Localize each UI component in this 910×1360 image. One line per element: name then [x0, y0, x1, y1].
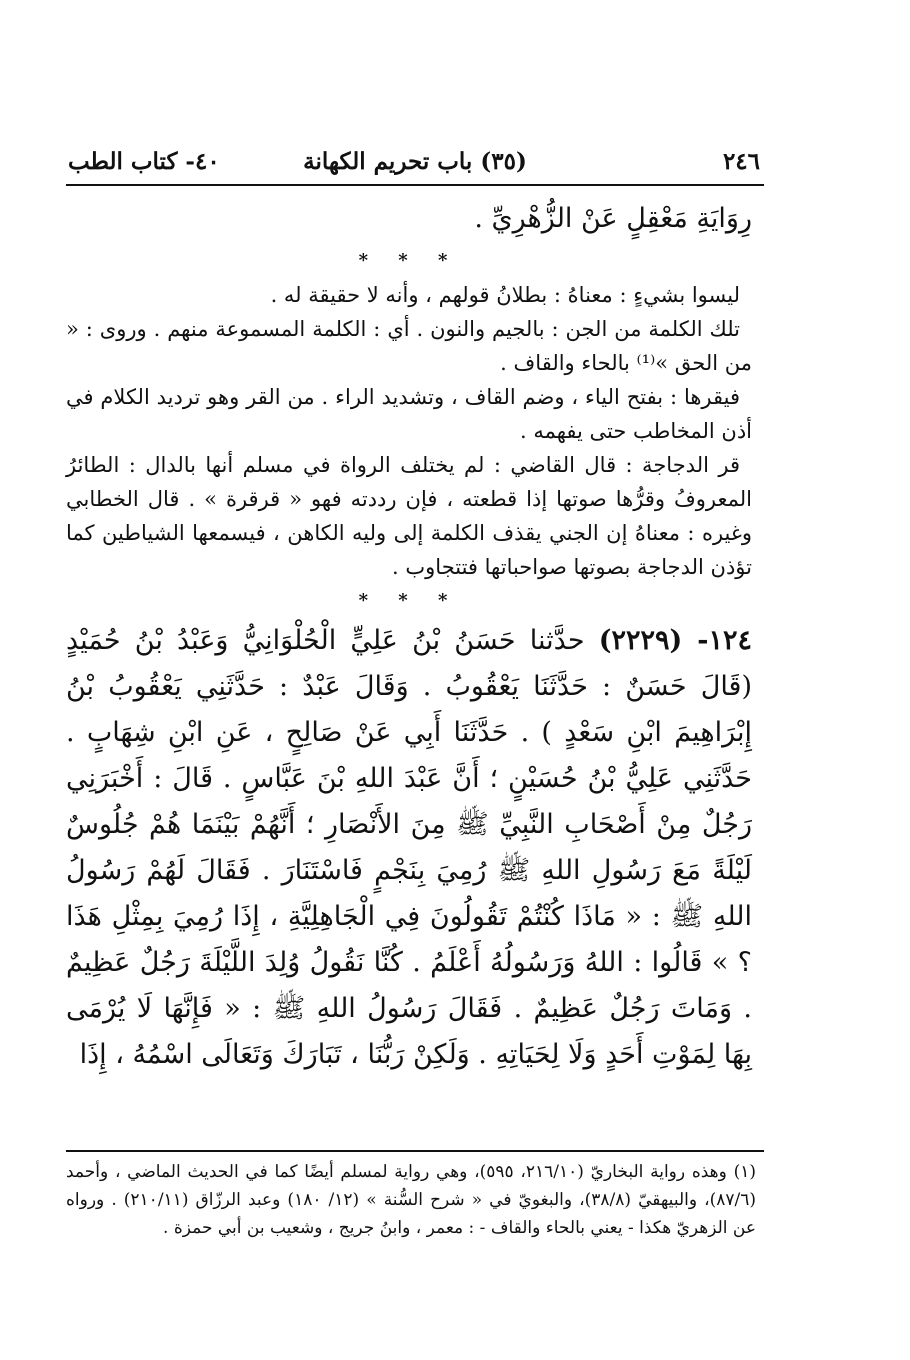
page-body	[66, 196, 752, 1078]
section-separator: * * *	[358, 590, 460, 611]
header-divider	[66, 184, 764, 186]
commentary-paragraph: فيقرها : بفتح الياء ، وضم القاف ، وتشديد الراء . من القر وهو ترديد الكلام في أذن المخاطب حتى يفهمه .	[66, 385, 752, 443]
chapter-title: (٣٥) باب تحريم الكهانة	[303, 148, 527, 175]
hadith-paragraph	[66, 618, 752, 1078]
commentary-paragraph: ليسوا بشيءٍ : معناهُ : بطلانُ قولهم ، وأنه لا حقيقة له .	[270, 283, 740, 307]
book-title: ٤٠- كتاب الطب	[68, 148, 220, 175]
section-separator: * * *	[358, 250, 460, 271]
hadith-text: حدَّثنا حَسَنُ بْنُ عَلِيٍّ الْحُلْوَانِيُّ وَعَبْدُ بْنُ حُمَيْدٍ (قَالَ حَسَنٌ : حَدَّثَنَا يَعْقُوبُ . وَقَالَ عَبْدٌ : حَدَّثَنِي يَعْقُوبُ بْنُ إِبْرَاهِيمَ ابْنِ سَعْدٍ ) . حَدَّثَنَا أَبِي عَنْ صَالِحٍ ، عَنِ ابْنِ شِهَابٍ . حَدَّثَنِي عَلِيُّ بْنُ حُسَيْنٍ ؛ أَنَّ عَبْدَ اللهِ بْنَ عَبَّاسٍ . قَالَ : أَخْبَرَنِي رَجُلٌ مِنْ أَصْحَابِ النَّبِيِّ ﷺ مِنَ الأَنْصَارِ ؛ أَنَّهُمْ بَيْنَمَا هُمْ جُلُوسٌ لَيْلَةً مَعَ رَسُولِ اللهِ ﷺ رُمِيَ بِنَجْمٍ فَاسْتَنَارَ . فَقَالَ لَهُمْ رَسُولُ اللهِ ﷺ : « مَاذَا كُنْتُمْ تَقُولُونَ فِي الْجَاهِلِيَّةِ ، إِذَا رُمِيَ بِمِثْلِ هَذَا ؟ » قَالُوا : اللهُ وَرَسُولُهُ أَعْلَمُ . كُنَّا نَقُولُ وُلِدَ اللَّيْلَةَ رَجُلٌ عَظِيمٌ . وَمَاتَ رَجُلٌ عَظِيمٌ . فَقَالَ رَسُولُ اللهِ ﷺ : « فَإِنَّهَا لَا يُرْمَى بِهَا لِمَوْتِ أَحَدٍ وَلَا لِحَيَاتِهِ . وَلَكِنْ رَبُّنَا ، تَبَارَكَ وَتَعَالَى اسْمُهُ ، إِذَا	[66, 625, 752, 1070]
hadith-number: ١٢٤- (٢٢٢٩)	[598, 625, 752, 656]
footnote: (١) وهذه رواية البخاريّ (٢١٦/١٠، ٥٩٥)، وهي رواية لمسلم أيضًا كما في الحديث الماضي ، وأحمد (٨٧/٦)، والبيهقيّ (٣٨/٨)، والبغويّ في « شرح السُّنة » (١٢/ ١٨٠) وعبد الرزّاق (٢١٠/١١) . ورواه عن الزهريّ هكذا - يعني بالحاء والقاف - : معمر ، وابنُ جريج ، وشعيب بن أبي حمزة .	[66, 1162, 757, 1238]
footnotes	[66, 1158, 756, 1242]
commentary-paragraph: قر الدجاجة : قال القاضي : لم يختلف الرواة في مسلم أنها بالدال : الطائرُ المعروفُ وقرُّها صوتها إذا قطعته ، فإن رددته فهو « قرقرة » . قال الخطابي وغيره : معناهُ إن الجني يقذف الكلمة إلى وليه الكاهن ، فيسمعها الشياطين كما تؤذن الدجاجة بصوتها صواحباتها فتتجاوب .	[66, 453, 752, 579]
page-number: ٢٤٦	[722, 148, 760, 175]
running-header	[66, 146, 764, 182]
riwaya-line: رِوَايَةِ مَعْقِلٍ عَنْ الزُّهْرِيِّ .	[474, 203, 752, 234]
commentary-paragraph: تلك الكلمة من الجن : بالجيم والنون . أي : الكلمة المسموعة منهم . وروى : « من الحق »⁽¹⁾ بالحاء والقاف .	[66, 317, 752, 375]
footnote-divider	[66, 1150, 764, 1152]
